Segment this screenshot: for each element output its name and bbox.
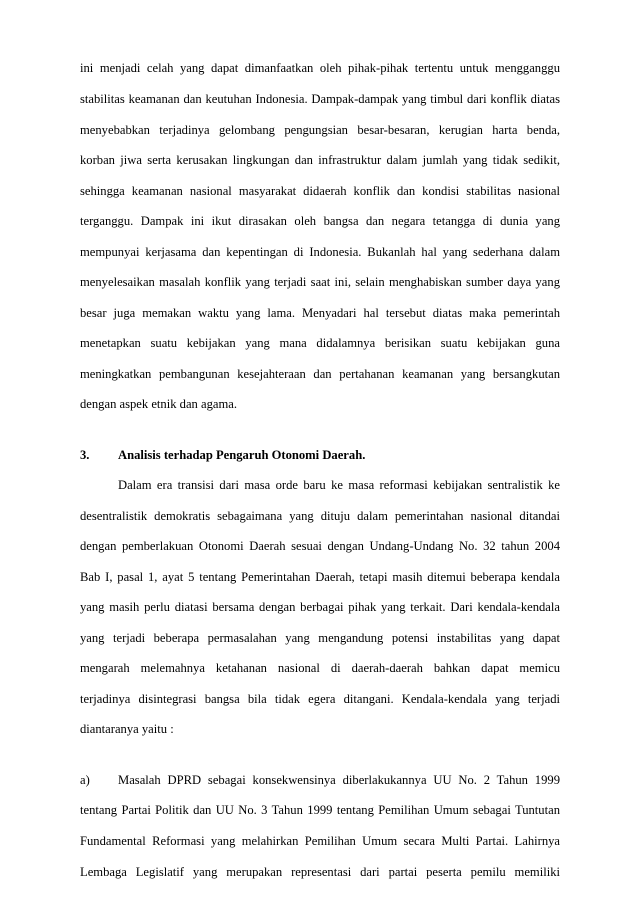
body-text-line: besar juga memakan waktu yang lama. Menyadari hal tersebut diatas maka pemerintah [80, 306, 560, 320]
body-text-line: mempunyai kerjasama dan kepentingan di Indonesia. Bukanlah hal yang sederhana dalam [80, 245, 560, 259]
body-text-line: meningkatkan pembangunan kesejahteraan dan pertahanan keamanan yang bersangkutan [80, 367, 560, 381]
body-text-line: sehingga keamanan nasional masyarakat didaerah konflik dan kondisi stabilitas nasional [80, 184, 560, 198]
body-text-line: Lembaga Legislatif yang merupakan representasi dari partai peserta pemilu memiliki [80, 865, 560, 879]
section-title: Analisis terhadap Pengaruh Otonomi Daerah. [118, 448, 366, 462]
body-text-line: ini menjadi celah yang dapat dimanfaatkan oleh pihak-pihak tertentu untuk mengganggu [80, 61, 560, 75]
section-number: 3. [80, 448, 90, 462]
body-text-line: Fundamental Reformasi yang melahirkan Pemilihan Umum secara Multi Partai. Lahirnya [80, 834, 560, 848]
body-text-line: menetapkan suatu kebijakan yang mana didalamnya berisikan suatu kebijakan guna [80, 336, 560, 350]
body-text-line: Bab I, pasal 1, ayat 5 tentang Pemerintahan Daerah, tetapi masih ditemui beberapa kendala [80, 570, 560, 584]
body-text-line: yang terjadi beberapa permasalahan yang mengandung potensi instabilitas yang dapat [80, 631, 560, 645]
body-text-line: dengan pemberlakuan Otonomi Daerah sesuai dengan Undang-Undang No. 32 tahun 2004 [80, 539, 560, 553]
body-text-line: korban jiwa serta kerusakan lingkungan dan infrastruktur dalam jumlah yang tidak sedikit, [80, 153, 560, 167]
body-text-line: terganggu. Dampak ini ikut dirasakan oleh bangsa dan negara tetangga di dunia yang [80, 214, 560, 228]
body-text-line: stabilitas keamanan dan keutuhan Indonesia. Dampak-dampak yang timbul dari konflik diatas [80, 92, 560, 106]
body-text-line: terjadinya disintegrasi bangsa bila tidak egera ditangani. Kendala-kendala yang terjadi [80, 692, 560, 706]
body-text-line: menyebabkan terjadinya gelombang pengungsian besar-besaran, kerugian harta benda, [80, 123, 560, 137]
body-text-line: diantaranya yaitu : [80, 722, 174, 736]
body-text-line: menyelesaikan masalah konflik yang terjadi saat ini, selain menghabiskan sumber daya yang [80, 275, 560, 289]
list-item-first-line: Masalah DPRD sebagai konsekwensinya diberlakukannya UU No. 2 Tahun 1999 [118, 773, 560, 787]
body-text-line: yang masih perlu diatasi bersama dengan berbagai pihak yang terkait. Dari kendala-kendala [80, 600, 560, 614]
body-text-line: dengan aspek etnik dan agama. [80, 397, 238, 411]
body-text-line: desentralistik demokratis sebagaimana yang dituju dalam pemerintahan nasional ditandai [80, 509, 560, 523]
body-text-line: Dalam era transisi dari masa orde baru ke masa reformasi kebijakan sentralistik ke [118, 478, 560, 492]
body-text-line: tentang Partai Politik dan UU No. 3 Tahun 1999 tentang Pemilihan Umum sebagai Tuntutan [80, 803, 560, 817]
list-item-a [80, 767, 560, 793]
body-text-line: mengarah melemahnya ketahanan nasional di daerah-daerah bahkan dapat memicu [80, 661, 560, 675]
list-item-label: a) [80, 773, 90, 787]
